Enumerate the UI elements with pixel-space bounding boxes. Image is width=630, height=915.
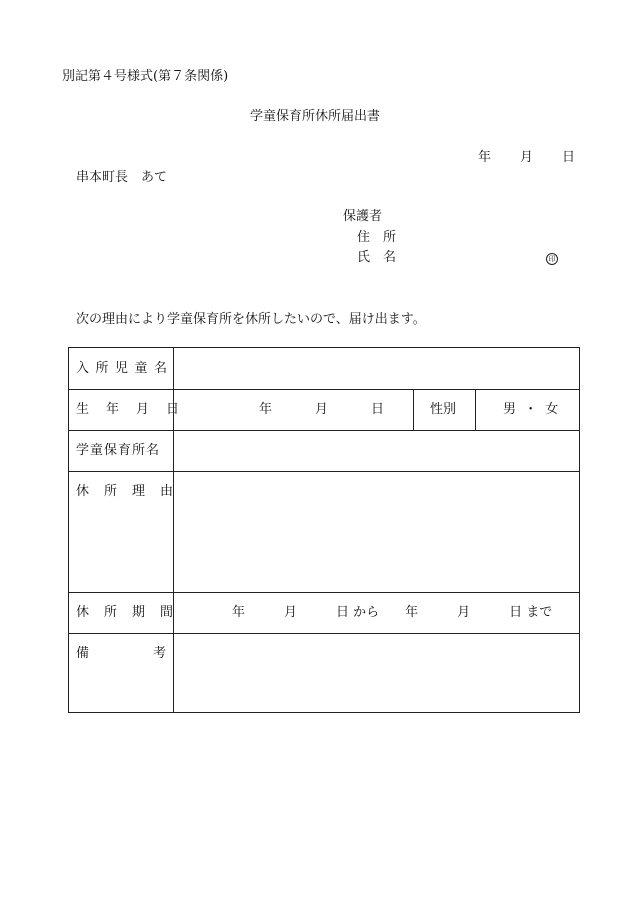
period-label: 休所期間 — [76, 605, 189, 620]
gender-label-divider — [413, 389, 414, 430]
addressee: 串本町長 あて — [76, 170, 168, 185]
birth-date-value[interactable]: 年 月 日 — [259, 402, 386, 417]
facility-name-label: 学童保育所名 — [76, 443, 161, 458]
submission-date: 年 月 日 — [478, 150, 577, 165]
document-title: 学童保育所休所届出書 — [250, 109, 381, 124]
row-divider — [69, 389, 579, 390]
child-name-field[interactable] — [175, 349, 579, 388]
child-name-label: 入所児童名 — [76, 361, 174, 376]
gender-label: 性別 — [430, 402, 457, 417]
reason-field[interactable] — [175, 472, 579, 591]
birth-date-label: 生年月日 — [76, 402, 197, 417]
remarks-label — [76, 646, 231, 661]
gender-options[interactable]: 男 ・ 女 — [503, 402, 561, 417]
period-value[interactable]: 年 月 日 から 年 月 日 まで — [232, 605, 553, 620]
remarks-field[interactable] — [175, 634, 579, 712]
remarks-label-text: 備考 — [76, 646, 231, 661]
form-table — [68, 347, 580, 713]
form-number: 別記第４号様式(第７条関係) — [62, 69, 229, 84]
guardian-name-label: 氏 名 — [357, 250, 397, 265]
seal-mark — [546, 251, 558, 265]
reason-label: 休所理由 — [76, 484, 189, 499]
facility-name-field[interactable] — [175, 431, 579, 470]
statement-text: 次の理由により学童保育所を休所したいので、届け出ます。 — [76, 312, 426, 327]
guardian-address-label: 住 所 — [357, 230, 397, 245]
guardian-heading: 保護者 — [343, 209, 383, 224]
row-divider — [69, 592, 579, 593]
seal-icon: 印 — [546, 253, 558, 265]
gender-value-divider — [475, 389, 476, 430]
